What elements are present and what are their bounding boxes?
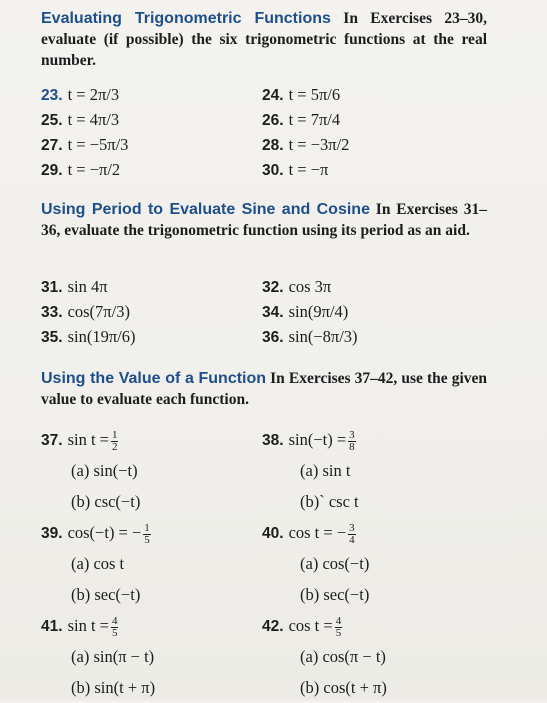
exercise-row bbox=[41, 610, 501, 641]
exercise-39b: (b) sec(−t) bbox=[71, 585, 141, 604]
section-instructions: In Exercises 37–42, use the given value to evaluate each function. bbox=[41, 370, 488, 408]
exercise-23: 23. t = 2π/3 bbox=[41, 85, 120, 104]
exercise-25: 25. t = 4π/3 bbox=[41, 110, 120, 129]
subpart-row bbox=[41, 579, 501, 610]
exercise-31: 31. sin 4π bbox=[41, 277, 108, 296]
section-using-period bbox=[41, 199, 487, 241]
section-heading bbox=[41, 368, 487, 410]
exercise-row bbox=[41, 82, 501, 107]
exercise-40b: (b) sec(−t) bbox=[300, 585, 370, 604]
section-title: Using Period to Evaluate Sine and Cosine bbox=[41, 201, 370, 218]
exercise-grid-37-42 bbox=[41, 424, 501, 703]
exercise-42: 42. cos t = $\frac{4}{5}$ bbox=[262, 614, 342, 639]
section-evaluating-trig bbox=[41, 8, 487, 71]
exercise-row bbox=[41, 107, 501, 132]
exercise-42a: (a) cos(π − t) bbox=[300, 647, 386, 666]
exercise-37: 37. sin t = $\frac{1}{2}$ bbox=[41, 428, 118, 453]
exercise-row bbox=[41, 157, 501, 182]
fraction: $\frac{1}{2}$ bbox=[111, 428, 118, 453]
subpart-row bbox=[41, 455, 501, 486]
subpart-row bbox=[41, 641, 501, 672]
exercise-36: 36. sin(−8π/3) bbox=[262, 327, 358, 346]
exercise-41b: (b) sin(t + π) bbox=[71, 678, 156, 697]
section-instructions: In Exercises 23–30, evaluate (if possible) the six trigonometric functions at the real number. bbox=[41, 10, 487, 69]
section-instructions: In Exercises 31–36, evaluate the trigonometric function using its period as an aid. bbox=[41, 201, 488, 239]
fraction: $\frac{1}{5}$ bbox=[144, 521, 150, 546]
exercise-row bbox=[41, 517, 501, 548]
exercise-39a: (a) cos t bbox=[71, 554, 125, 573]
subpart-row bbox=[41, 548, 501, 579]
exercise-42b: (b) cos(t + π) bbox=[300, 678, 387, 697]
subpart-row bbox=[41, 672, 501, 703]
exercise-row bbox=[41, 132, 501, 157]
fraction: $\frac{4}{5}$ bbox=[335, 614, 342, 639]
exercise-row bbox=[41, 324, 501, 349]
exercise-41: 41. sin t = $\frac{4}{5}$ bbox=[41, 614, 118, 639]
exercise-row bbox=[41, 299, 501, 324]
exercise-grid-23-30 bbox=[41, 82, 501, 182]
exercise-38: 38. sin(−t) = $\frac{3}{8}$ bbox=[262, 428, 355, 453]
exercise-37b: (b) csc(−t) bbox=[71, 492, 141, 511]
exercise-29: 29. t = −π/2 bbox=[41, 160, 121, 179]
exercise-40: 40. cos t = − $\frac{3}{4}$ bbox=[262, 521, 355, 546]
exercise-38a: (a) sin t bbox=[300, 461, 351, 480]
exercise-27: 27. t = −5π/3 bbox=[41, 135, 129, 154]
exercise-row bbox=[41, 274, 501, 299]
section-heading bbox=[41, 8, 487, 71]
exercise-grid-31-36 bbox=[41, 274, 501, 349]
fraction: $\frac{4}{5}$ bbox=[111, 614, 118, 639]
exercise-24: 24. t = 5π/6 bbox=[262, 85, 341, 104]
section-using-value bbox=[41, 368, 487, 410]
exercise-33: 33. cos(7π/3) bbox=[41, 302, 130, 321]
exercise-30: 30. t = −π bbox=[262, 160, 329, 179]
fraction: $\frac{3}{8}$ bbox=[349, 428, 355, 453]
exercise-34: 34. sin(9π/4) bbox=[262, 302, 349, 321]
exercise-41a: (a) sin(π − t) bbox=[71, 647, 155, 666]
exercise-38b: (b)` csc t bbox=[300, 492, 359, 511]
exercise-37a: (a) sin(−t) bbox=[71, 461, 138, 480]
subpart-row bbox=[41, 486, 501, 517]
exercise-26: 26. t = 7π/4 bbox=[262, 110, 341, 129]
section-title: Using the Value of a Function bbox=[41, 370, 267, 387]
section-title: Evaluating Trigonometric Functions bbox=[41, 10, 331, 27]
exercise-39: 39. cos(−t) = − $\frac{1}{5}$ bbox=[41, 521, 150, 546]
section-heading bbox=[41, 199, 487, 241]
exercise-35: 35. sin(19π/6) bbox=[41, 327, 136, 346]
exercise-32: 32. cos 3π bbox=[262, 277, 332, 296]
exercise-row bbox=[41, 424, 501, 455]
fraction: $\frac{3}{4}$ bbox=[349, 521, 355, 546]
exercise-28: 28. t = −3π/2 bbox=[262, 135, 350, 154]
exercise-40a: (a) cos(−t) bbox=[300, 554, 370, 573]
